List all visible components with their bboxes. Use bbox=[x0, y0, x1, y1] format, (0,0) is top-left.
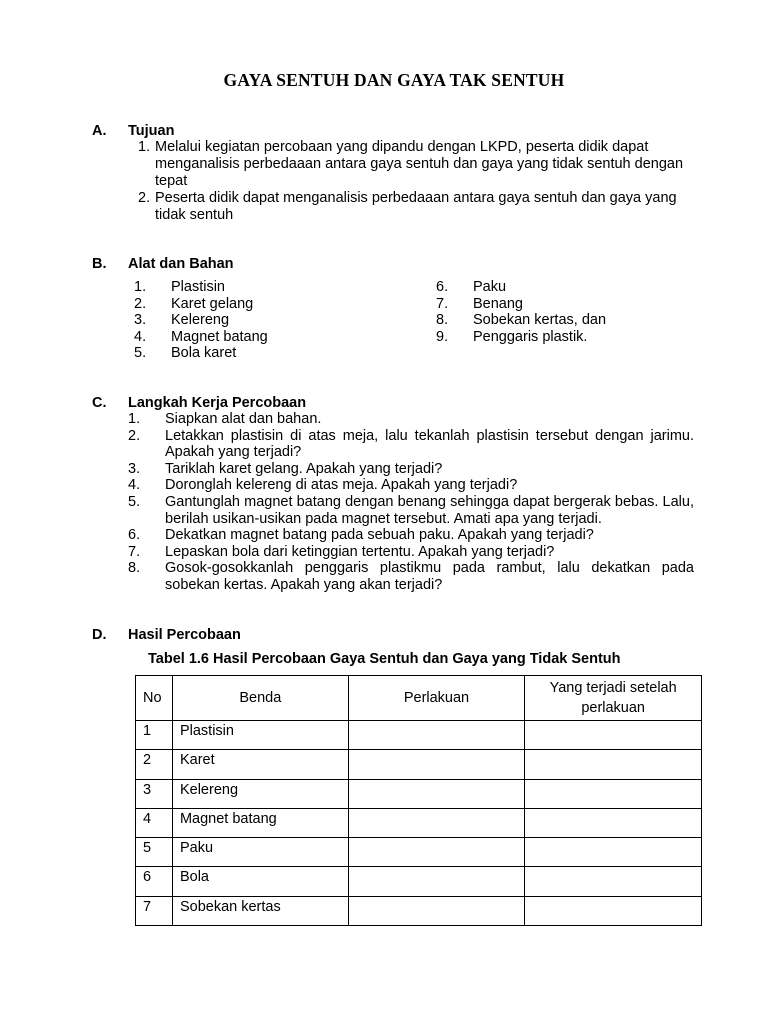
table-cell: Karet bbox=[172, 750, 348, 779]
table-cell: 1 bbox=[136, 721, 173, 750]
section-c-title: Langkah Kerja Percobaan bbox=[128, 395, 307, 411]
list-item-text: Bola karet bbox=[171, 345, 237, 361]
list-item bbox=[128, 544, 694, 561]
table-cell bbox=[348, 721, 525, 750]
list-item-text: Benang bbox=[473, 295, 523, 312]
list-item-text: Siapkan alat dan bahan. bbox=[165, 411, 322, 427]
list-item-number: 1. bbox=[134, 279, 147, 295]
table-row bbox=[136, 867, 702, 896]
list-item-text: Penggaris plastik. bbox=[473, 328, 588, 345]
list-item bbox=[128, 527, 694, 544]
list-item bbox=[128, 560, 694, 593]
table-cell: Plastisin bbox=[172, 721, 348, 750]
list-item-number: 8. bbox=[128, 560, 141, 577]
list-item bbox=[128, 477, 694, 494]
table-cell bbox=[525, 750, 702, 779]
list-item-text: Magnet batang bbox=[171, 328, 268, 345]
table-cell bbox=[348, 838, 525, 867]
list-item bbox=[128, 411, 694, 428]
list-item-number: 4. bbox=[134, 328, 147, 345]
table-row bbox=[136, 896, 702, 925]
table-cell bbox=[348, 779, 525, 808]
column-header-no: No bbox=[136, 676, 173, 721]
list-item-text: Paku bbox=[473, 279, 507, 295]
list-item-number: 6. bbox=[128, 527, 141, 544]
list-item-number: 4. bbox=[128, 477, 141, 494]
table-cell: Magnet batang bbox=[172, 808, 348, 837]
table-row bbox=[136, 779, 702, 808]
table-cell bbox=[525, 779, 702, 808]
list-item-text: Tariklah karet gelang. Apakah yang terjadi? bbox=[165, 460, 443, 477]
list-item-number: 5. bbox=[134, 345, 147, 361]
table-row bbox=[136, 750, 702, 779]
list-item bbox=[138, 139, 698, 190]
list-item-number: 8. bbox=[436, 312, 449, 328]
list-item-number: 6. bbox=[436, 279, 449, 295]
list-item-number: 7. bbox=[128, 543, 141, 560]
list-item-text: Dekatkan magnet batang pada sebuah paku. Apakah yang terjadi? bbox=[165, 527, 594, 544]
section-d-letter: D. bbox=[92, 627, 107, 643]
list-item bbox=[138, 190, 698, 224]
table-cell bbox=[525, 838, 702, 867]
list-item-number: 2. bbox=[128, 427, 141, 444]
list-item-text: Peserta didik dapat menganalisis perbedaaan antara gaya sentuh dan gaya yang tidak sentuh bbox=[155, 190, 677, 223]
section-b-letter: B. bbox=[92, 256, 107, 272]
table-cell: Paku bbox=[172, 838, 348, 867]
list-item-number: 2. bbox=[138, 190, 151, 206]
table-cell bbox=[525, 721, 702, 750]
section-d-title: Hasil Percobaan bbox=[128, 627, 241, 643]
list-item-text: Doronglah kelereng di atas meja. Apakah yang terjadi? bbox=[165, 477, 518, 494]
table-cell bbox=[348, 896, 525, 925]
table-cell: 7 bbox=[136, 896, 173, 925]
list-item-number: 1. bbox=[128, 411, 141, 427]
section-a-letter: A. bbox=[92, 123, 107, 139]
section-b-title: Alat dan Bahan bbox=[128, 256, 234, 272]
table-cell bbox=[348, 808, 525, 837]
section-c-letter: C. bbox=[92, 395, 107, 411]
list-item-number: 3. bbox=[128, 460, 141, 477]
column-header-benda: Benda bbox=[172, 676, 348, 721]
list-item-number: 3. bbox=[134, 312, 147, 328]
list-item-text: Gantunglah magnet batang dengan benang sehingga dapat bergerak bebas. Lalu, berilah usikan-usikan pada magnet tersebut. Amati apa yang terjadi. bbox=[165, 493, 694, 527]
table-row bbox=[136, 838, 702, 867]
table-cell: Kelereng bbox=[172, 779, 348, 808]
table-cell bbox=[525, 896, 702, 925]
list-item-number: 2. bbox=[134, 295, 147, 312]
table-cell: 3 bbox=[136, 779, 173, 808]
table-cell bbox=[348, 867, 525, 896]
list-item-text: Lepaskan bola dari ketinggian tertentu. Apakah yang terjadi? bbox=[165, 543, 555, 560]
list-item-number: 1. bbox=[138, 139, 151, 155]
list-item-text: Karet gelang bbox=[171, 295, 254, 312]
table-cell: 5 bbox=[136, 838, 173, 867]
table-cell: 4 bbox=[136, 808, 173, 837]
table-cell: Sobekan kertas bbox=[172, 896, 348, 925]
table-cell: 2 bbox=[136, 750, 173, 779]
list-item-text: Sobekan kertas, dan bbox=[473, 312, 607, 328]
section-a-title: Tujuan bbox=[128, 123, 175, 139]
column-header-perlakuan: Perlakuan bbox=[348, 676, 525, 721]
list-item bbox=[128, 461, 694, 478]
table-caption: Tabel 1.6 Hasil Percobaan Gaya Sentuh dan Gaya yang Tidak Sentuh bbox=[148, 651, 621, 667]
list-item-text: Gosok-gosokkanlah penggaris plastikmu pada rambut, lalu dekatkan pada sobekan kertas. Apakah yang akan terjadi? bbox=[165, 560, 694, 593]
table-cell: Bola bbox=[172, 867, 348, 896]
list-item bbox=[128, 428, 694, 461]
list-item bbox=[128, 494, 694, 527]
table-header-row bbox=[136, 676, 702, 721]
list-item-text: Letakkan plastisin di atas meja, lalu tekanlah plastisin tersebut dengan jarimu. Apakah yang terjadi? bbox=[165, 427, 694, 461]
column-header-result: Yang terjadi setelah perlakuan bbox=[525, 676, 702, 721]
table-row bbox=[136, 808, 702, 837]
table-row bbox=[136, 721, 702, 750]
procedure-steps bbox=[128, 411, 694, 594]
list-item-number: 5. bbox=[128, 493, 141, 510]
page-title: GAYA SENTUH DAN GAYA TAK SENTUH bbox=[223, 70, 565, 90]
list-item-number: 7. bbox=[436, 295, 449, 312]
list-item-number: 9. bbox=[436, 328, 449, 345]
list-item-text: Melalui kegiatan percobaan yang dipandu dengan LKPD, peserta didik dapat menganalisis perbedaaan antara gaya sentuh dan gaya yang tidak sentuh dengan tepat bbox=[155, 139, 684, 189]
list-item-text: Plastisin bbox=[171, 279, 225, 295]
table-cell bbox=[525, 808, 702, 837]
list-item-text: Kelereng bbox=[171, 312, 230, 328]
table-cell bbox=[525, 867, 702, 896]
results-table bbox=[135, 675, 702, 926]
table-cell: 6 bbox=[136, 867, 173, 896]
objectives-list bbox=[138, 139, 698, 224]
table-cell bbox=[348, 750, 525, 779]
